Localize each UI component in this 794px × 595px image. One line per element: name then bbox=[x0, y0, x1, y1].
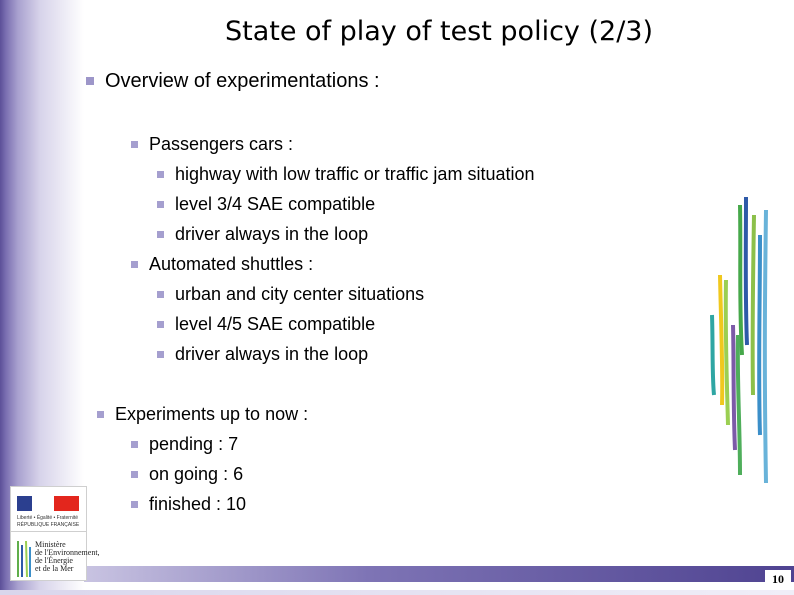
bottom-purple-band bbox=[84, 566, 794, 582]
bullet-square-icon bbox=[157, 231, 164, 238]
bullet-s3 bbox=[157, 343, 368, 365]
bullet-square-icon bbox=[131, 261, 138, 268]
logo-republique: RÉPUBLIQUE FRANÇAISE bbox=[17, 522, 80, 528]
logo-stripes-icon bbox=[15, 539, 33, 579]
bullet-text: pending : 7 bbox=[149, 434, 239, 454]
bullet-experiments bbox=[97, 403, 308, 425]
bullet-square-icon bbox=[97, 411, 104, 418]
bullet-square-icon bbox=[131, 141, 138, 148]
bullet-text: level 4/5 SAE compatible bbox=[175, 314, 376, 334]
flag-red-icon bbox=[54, 496, 79, 511]
bullet-text: Passengers cars : bbox=[149, 134, 294, 154]
decorative-stripes-graphic bbox=[700, 195, 770, 495]
bullet-text: level 3/4 SAE compatible bbox=[175, 194, 376, 214]
bullet-e2 bbox=[131, 463, 243, 485]
bullet-square-icon bbox=[86, 77, 94, 85]
bullet-square-icon bbox=[157, 201, 164, 208]
bullet-passengers bbox=[131, 133, 293, 155]
bullet-text: Automated shuttles : bbox=[149, 254, 314, 274]
slide-title: State of play of test policy (2/3) bbox=[224, 16, 654, 47]
bullet-square-icon bbox=[157, 351, 164, 358]
bullet-p3 bbox=[157, 223, 368, 245]
bullet-s1 bbox=[157, 283, 424, 305]
bullet-text: Experiments up to now : bbox=[115, 404, 309, 424]
bullet-p1 bbox=[157, 163, 534, 185]
logo-motto: Liberté • Égalité • Fraternité bbox=[17, 515, 79, 521]
logo-ministry-name: Ministère de l'Environnement, de l'Énergie et de la Mer bbox=[35, 540, 100, 573]
bullet-square-icon bbox=[157, 171, 164, 178]
bullet-e3 bbox=[131, 493, 246, 515]
bullet-square-icon bbox=[131, 501, 138, 508]
marianne-block bbox=[11, 487, 86, 532]
page-number: 10 bbox=[765, 570, 791, 588]
bullet-s2 bbox=[157, 313, 375, 335]
ministry-logo bbox=[10, 486, 100, 581]
bullet-text: Overview of experimentations : bbox=[105, 70, 380, 92]
bullet-square-icon bbox=[131, 471, 138, 478]
bullet-overview bbox=[86, 70, 380, 92]
bottom-light-band bbox=[0, 590, 794, 595]
flag-blue-icon bbox=[17, 496, 32, 511]
bullet-square-icon bbox=[131, 441, 138, 448]
bullet-e1 bbox=[131, 433, 238, 455]
bullet-shuttles bbox=[131, 253, 313, 275]
bullet-text: driver always in the loop bbox=[175, 344, 369, 364]
bullet-text: urban and city center situations bbox=[175, 284, 425, 304]
bullet-square-icon bbox=[157, 321, 164, 328]
bullet-text: finished : 10 bbox=[149, 494, 247, 514]
bullet-text: on going : 6 bbox=[149, 464, 244, 484]
bullet-p2 bbox=[157, 193, 375, 215]
bullet-text: highway with low traffic or traffic jam situation bbox=[175, 164, 535, 184]
bullet-text: driver always in the loop bbox=[175, 224, 369, 244]
bullet-square-icon bbox=[157, 291, 164, 298]
